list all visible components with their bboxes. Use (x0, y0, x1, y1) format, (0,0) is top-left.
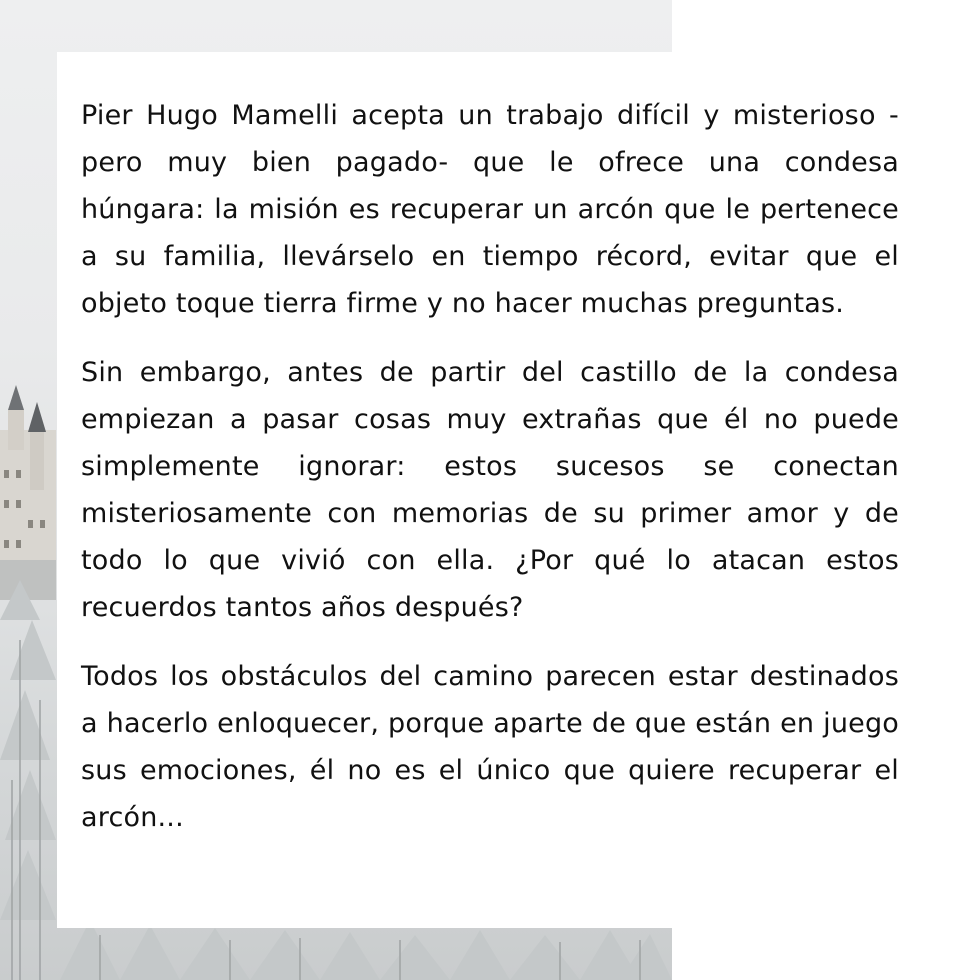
castle (0, 385, 56, 600)
synopsis-paragraph-1: Pier Hugo Mamelli acepta un trabajo difícil y misterioso -pero muy bien pagado- que le ofrece una condesa húngara: la misión es recuperar un arcón que le pertenece a su familia, llevárselo en tiempo récord, evitar que el objeto toque tierra firme y no hacer muchas preguntas. (81, 100, 899, 319)
synopsis-paragraph-3: Todos los obstáculos del camino parecen estar destinados a hacerlo enloquecer, porque aparte de que están en juego sus emociones, él no es el único que quiere recuperar el arcón... (81, 661, 899, 833)
synopsis-card (57, 52, 980, 928)
synopsis-paragraph-2: Sin embargo, antes de partir del castillo de la condesa empiezan a pasar cosas muy extrañas que él no puede simplemente ignorar: estos sucesos se conectan misteriosamente con memorias de su primer amor y de todo lo que vivió con ella. ¿Por qué lo atacan estos recuerdos tantos años después? (81, 357, 899, 623)
synopsis-text (81, 92, 899, 863)
